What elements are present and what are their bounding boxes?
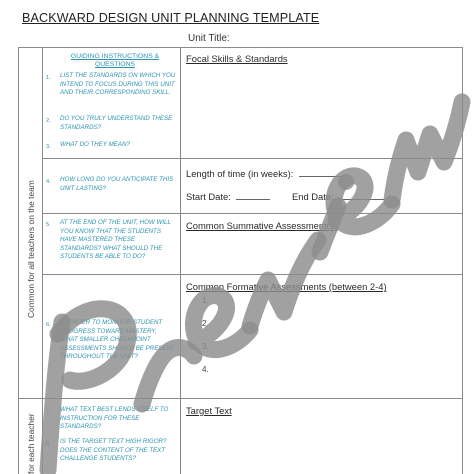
length-of-time-label: Length of time (in weeks): bbox=[186, 168, 294, 179]
question-number: 1. bbox=[46, 75, 51, 81]
end-date-field bbox=[292, 190, 385, 202]
question-number: 7. bbox=[46, 409, 51, 415]
length-of-time-blank[interactable] bbox=[299, 167, 343, 177]
table-left-border bbox=[18, 47, 19, 474]
start-date-field bbox=[186, 190, 270, 202]
table-top-border bbox=[18, 47, 462, 48]
question-text: WHAT DO THEY MEAN? bbox=[60, 141, 130, 148]
end-date-blank[interactable] bbox=[339, 190, 385, 200]
formative-assessment-heading: Common Formative Assessments (between 2-4) bbox=[186, 281, 387, 292]
formative-item: 4. bbox=[202, 365, 209, 374]
question-text: HOW LONG DO YOU ANTICIPATE THIS UNIT LASTING? bbox=[60, 176, 174, 192]
formative-item: 3. bbox=[202, 342, 209, 351]
guide-heading: GUIDING INSTRUCTIONS & QUESTIONS bbox=[70, 53, 160, 69]
row-divider-4 bbox=[18, 398, 462, 399]
question-number: 3. bbox=[46, 144, 51, 150]
length-of-time-field bbox=[186, 167, 343, 179]
question-text: WHAT TEXT BEST LENDS ITSELF TO INSTRUCTION FOR THESE STANDARDS? bbox=[60, 406, 169, 431]
focal-skills-heading: Focal Skills & Standards bbox=[186, 53, 288, 64]
question-number: 8. bbox=[46, 441, 51, 447]
target-text-heading: Target Text bbox=[186, 405, 232, 416]
formative-item: 1. bbox=[202, 296, 209, 305]
start-date-blank[interactable] bbox=[236, 190, 270, 200]
end-date-label: End Date: bbox=[292, 191, 334, 202]
formative-item: 2. bbox=[202, 319, 209, 328]
question-number: 2. bbox=[46, 118, 51, 124]
row-divider-3 bbox=[42, 274, 462, 275]
question-text: IS THE TARGET TEXT HIGH RIGOR? DOES THE CONTENT OF THE TEXT CHALLENGE STUDENTS? bbox=[60, 438, 167, 463]
question-text: DO YOU TRULY UNDERSTAND THESE STANDARDS? bbox=[60, 115, 173, 131]
side-column-divider bbox=[42, 47, 43, 474]
row-divider-2 bbox=[42, 213, 462, 214]
side-label-common: Common for all teachers on the team bbox=[26, 180, 36, 318]
guide-column-divider bbox=[180, 47, 181, 474]
question-number: 5. bbox=[46, 222, 51, 228]
table-right-border bbox=[462, 47, 463, 474]
start-date-label: Start Date: bbox=[186, 191, 231, 202]
document-title: BACKWARD DESIGN UNIT PLANNING TEMPLATE bbox=[22, 11, 320, 25]
question-text: LIST THE STANDARDS ON WHICH YOU INTEND TO FOCUS DURING THIS UNIT AND THEIR CORRESPONDING SKILL. bbox=[60, 72, 176, 97]
question-text: AT THE END OF THE UNIT, HOW WILL YOU KNOW THAT THE STUDENTS HAVE MASTERED THESE STANDARDS? WHAT SHOULD THE STUDENTS BE ABLE TO DO? bbox=[60, 219, 171, 261]
row-divider-1 bbox=[42, 158, 462, 159]
question-text: IN ORDER TO MONITOR STUDENT PROGRESS TOWARD MASTERY, WHAT SMALLER CHECKPOINT ASSESSMENTS SHOULD BE PRESENT THROUGHOUT THE UNIT? bbox=[60, 319, 175, 361]
summative-assessment-heading: Common Summative Assessment(s) bbox=[186, 220, 338, 231]
question-number: 4. bbox=[46, 179, 51, 185]
question-number: 6. bbox=[46, 322, 51, 328]
side-label-each-teacher: for each teacher bbox=[26, 413, 36, 474]
unit-title-label: Unit Title: bbox=[188, 33, 230, 44]
